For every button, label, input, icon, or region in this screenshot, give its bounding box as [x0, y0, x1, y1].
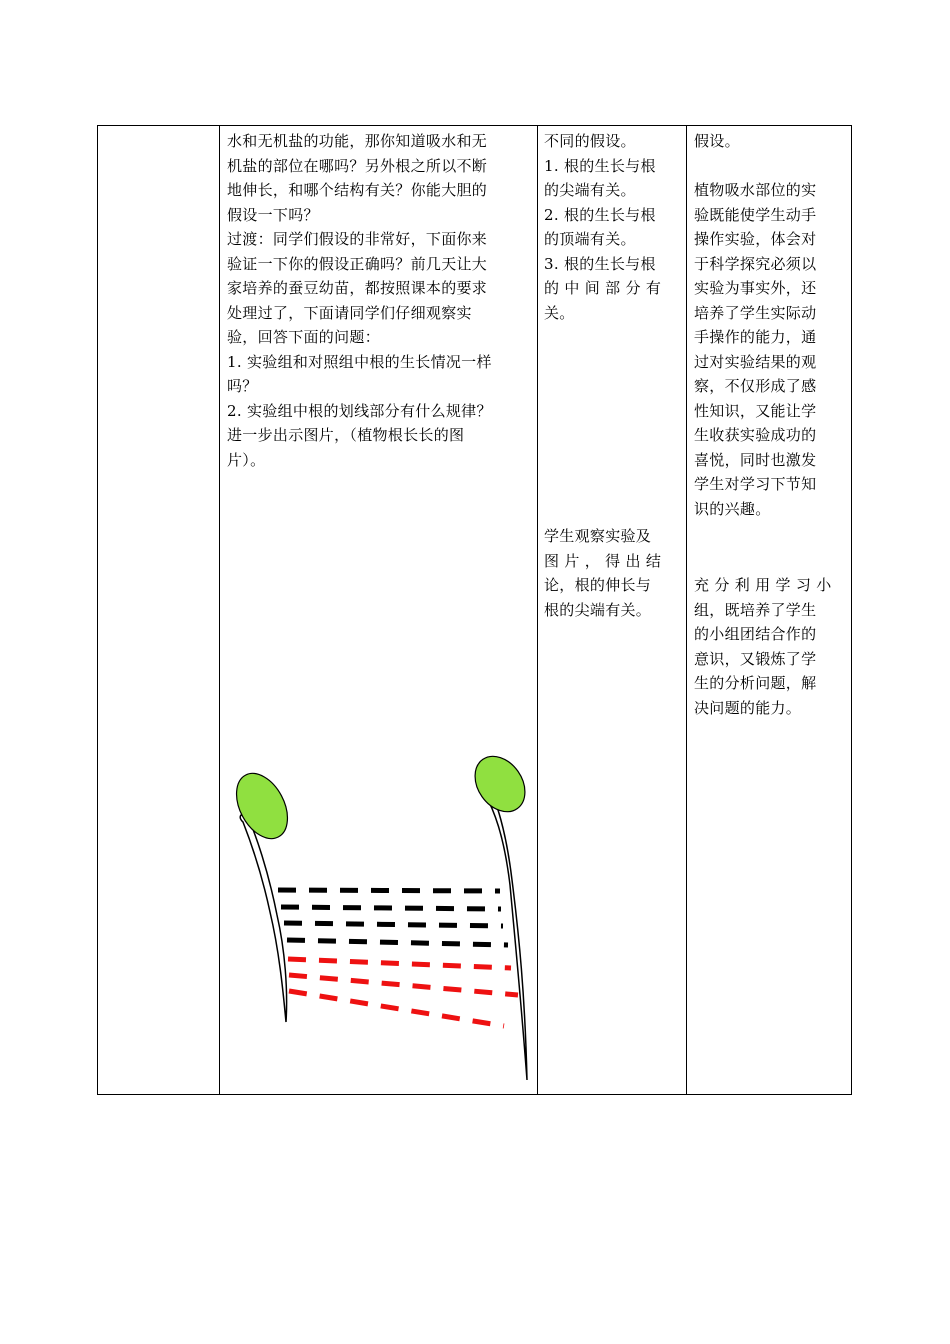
- text-line: 察，不仅形成了感: [694, 377, 817, 395]
- text-line: 2. 实验组中根的划线部分有什么规律？: [227, 401, 492, 420]
- text-line: 生收获实验成功的: [694, 426, 817, 444]
- red-mark-line-1: [288, 959, 511, 968]
- text-line: 决问题的能力。: [694, 698, 802, 717]
- text-line: 喜悦，同时也激发: [694, 450, 817, 469]
- text-line: 1. 根的生长与根: [544, 156, 656, 175]
- text-line: 实验为事实外，还: [694, 279, 817, 297]
- text-line: 学生对学习下节知: [694, 475, 817, 493]
- black-mark-line-1: [278, 890, 500, 891]
- left-seed: [226, 765, 298, 847]
- text-line: 的顶端有关。: [544, 230, 636, 248]
- text-line: 组，既培养了学生: [694, 600, 817, 619]
- text-line: 识的兴趣。: [694, 499, 771, 518]
- text-line: 论，根的伸长与: [544, 576, 652, 594]
- text-line: 处理过了，下面请同学们仔细观察实: [227, 303, 472, 322]
- text-line: 意识，又锻炼了学: [694, 649, 817, 668]
- text-line: 学生观察实验及: [544, 527, 652, 545]
- red-mark-line-2: [289, 975, 518, 995]
- text-line: 3. 根的生长与根: [544, 254, 656, 273]
- text-line: 操作实验，体会对: [694, 230, 817, 248]
- text-line: 过对实验结果的观: [694, 352, 817, 371]
- right-root: [481, 784, 527, 1080]
- text-line: 片）。: [227, 450, 266, 469]
- text-line: 进一步出示图片，（植物根长长的图: [227, 426, 465, 444]
- text-line: 充 分 利 用 学 习 小: [694, 576, 832, 594]
- text-line: 关。: [544, 303, 575, 322]
- text-line: 不同的假设。: [544, 132, 636, 150]
- text-line: 的小组团结合作的: [694, 625, 817, 643]
- text-line: 手操作的能力，通: [694, 328, 817, 346]
- text-line: 生的分析问题，解: [694, 674, 817, 692]
- text-line: 2. 根的生长与根: [544, 205, 656, 224]
- text-line: 图 片 ， 得 出 结: [544, 551, 662, 570]
- text-line: 培养了学生实际动: [694, 303, 817, 322]
- right-seed: [465, 747, 535, 821]
- text-line: 1. 实验组和对照组中根的生长情况一样: [227, 352, 492, 371]
- text-line: 根的尖端有关。: [544, 600, 652, 619]
- red-mark-line-3: [289, 991, 504, 1026]
- text-line: 水和无机盐的功能，那你知道吸水和无: [227, 132, 488, 150]
- text-line: 验，回答下面的问题：: [227, 328, 381, 346]
- text-line: 吗？: [227, 377, 258, 395]
- black-mark-line-4: [287, 940, 508, 945]
- text-line: 验既能使学生动手: [694, 205, 817, 224]
- black-mark-line-3: [284, 923, 503, 926]
- text-line: 假设一下吗？: [227, 205, 319, 224]
- text-line: 性知识，又能让学: [694, 401, 817, 420]
- text-line: 于科学探究必须以: [694, 254, 817, 273]
- text-line: 机盐的部位在哪吗？另外根之所以不断: [227, 156, 488, 175]
- text-line: 植物吸水部位的实: [694, 181, 817, 199]
- left-root: [240, 814, 286, 1022]
- black-mark-line-2: [281, 907, 501, 909]
- text-line: 验证一下你的假设正确吗？前几天让大: [227, 254, 488, 273]
- text-line: 的 中 间 部 分 有: [544, 279, 662, 297]
- text-line: 过渡：同学们假设的非常好，下面你来: [227, 230, 488, 248]
- text-line: 的尖端有关。: [544, 181, 636, 199]
- text-line: 假设。: [694, 132, 740, 150]
- text-line: 家培养的蚕豆幼苗，都按照课本的要求: [227, 279, 488, 297]
- text-line: 地伸长，和哪个结构有关？你能大胆的: [227, 181, 488, 199]
